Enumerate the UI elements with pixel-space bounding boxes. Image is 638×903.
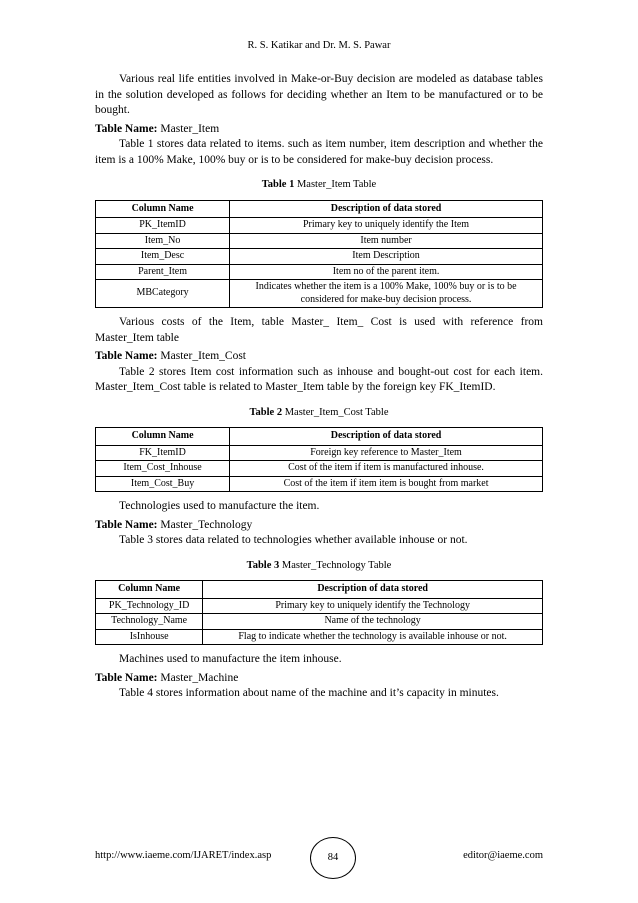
table-name-line: Table Name: Master_Item_Cost [95, 350, 246, 362]
body-content [95, 72, 543, 702]
table-cell: Item_Cost_Inhouse [96, 461, 230, 477]
table-cell: Indicates whether the item is a 100% Make, 100% buy or is to be considered for make-buy decision process. [230, 280, 543, 308]
table-cell: Item_Cost_Buy [96, 476, 230, 492]
table-row [96, 461, 543, 477]
table-row [96, 476, 543, 492]
table-header-row [96, 428, 543, 446]
table-cell: FK_ItemID [96, 445, 230, 461]
body-paragraph: Machines used to manufacture the item inhouse. [119, 653, 342, 665]
table-header-row [96, 581, 543, 599]
table-row [96, 629, 543, 645]
intro-paragraph: Various real life entities involved in Make-or-Buy decision are modeled as database tables in the solution developed as follows for deciding whether an Item to be manufactured or to be bought. [95, 73, 543, 116]
table-row [96, 264, 543, 280]
table-row [96, 614, 543, 630]
footer-url-link[interactable]: http://www.iaeme.com/IJARET/index.asp [95, 850, 272, 861]
table-cell: Item number [230, 233, 543, 249]
column-header: Column Name [96, 428, 230, 446]
table-cell: Cost of the item if item item is bought from market [230, 476, 543, 492]
table-cell: Item_Desc [96, 249, 230, 265]
page-number: 84 [310, 837, 356, 879]
table-caption: Table 1 Master_Item Table [261, 179, 377, 190]
table-row [96, 218, 543, 234]
body-paragraph: Technologies used to manufacture the item. [119, 500, 320, 512]
column-header: Description of data stored [203, 581, 543, 599]
table-caption: Table 2 Master_Item_Cost Table [249, 406, 389, 418]
column-header: Column Name [96, 581, 203, 599]
table-cell: Parent_Item [96, 264, 230, 280]
master-item-table [95, 200, 543, 309]
master-technology-table [95, 580, 543, 645]
table-cell: Item_No [96, 233, 230, 249]
table-header-row [96, 200, 543, 218]
running-header: R. S. Katikar and Dr. M. S. Pawar [247, 40, 391, 51]
table-cell: Item no of the parent item. [230, 264, 543, 280]
table-caption: Table 3 Master_Technology Table [246, 559, 392, 571]
table-row [96, 249, 543, 265]
table-cell: PK_ItemID [96, 218, 230, 234]
table-description: Table 1 stores data related to items. such as item number, item description and whether the item is a 100% Make, 100% buy or is to be considered for make-buy decision process. [95, 138, 543, 166]
column-header: Description of data stored [230, 200, 543, 218]
table-name-line: Table Name: Master_Machine [95, 671, 239, 684]
table-name-line: Table Name: Master_Item [95, 122, 220, 135]
table-cell: Technology_Name [96, 614, 203, 630]
column-header: Column Name [96, 200, 230, 218]
table-description: Table 3 stores data related to technologies whether available inhouse or not. [119, 534, 468, 546]
table-description: Table 4 stores information about name of the machine and it’s capacity in minutes. [119, 687, 499, 699]
body-paragraph: Various costs of the Item, table Master_ Item_ Cost is used with reference from Master_Item table [95, 316, 543, 344]
table-row [96, 233, 543, 249]
master-item-cost-table [95, 427, 543, 492]
table-row [96, 445, 543, 461]
table-cell: MBCategory [96, 280, 230, 308]
table-cell: Primary key to uniquely identify the Technology [203, 598, 543, 614]
table-cell: PK_Technology_ID [96, 598, 203, 614]
column-header: Description of data stored [230, 428, 543, 446]
table-cell: Item Description [230, 249, 543, 265]
table-cell: IsInhouse [96, 629, 203, 645]
footer-email-link[interactable]: editor@iaeme.com [463, 850, 543, 861]
table-description: Table 2 stores Item cost information such as inhouse and bought-out cost for each item. Master_Item_Cost table is related to Master_Item table by the foreign key FK_ItemID. [95, 365, 543, 393]
table-row [96, 280, 543, 308]
table-name-line: Table Name: Master_Technology [95, 518, 253, 531]
table-cell: Foreign key reference to Master_Item [230, 445, 543, 461]
table-cell: Flag to indicate whether the technology is available inhouse or not. [203, 629, 543, 645]
table-row [96, 598, 543, 614]
table-cell: Name of the technology [203, 614, 543, 630]
table-cell: Primary key to uniquely identify the Item [230, 218, 543, 234]
table-cell: Cost of the item if item is manufactured inhouse. [230, 461, 543, 477]
